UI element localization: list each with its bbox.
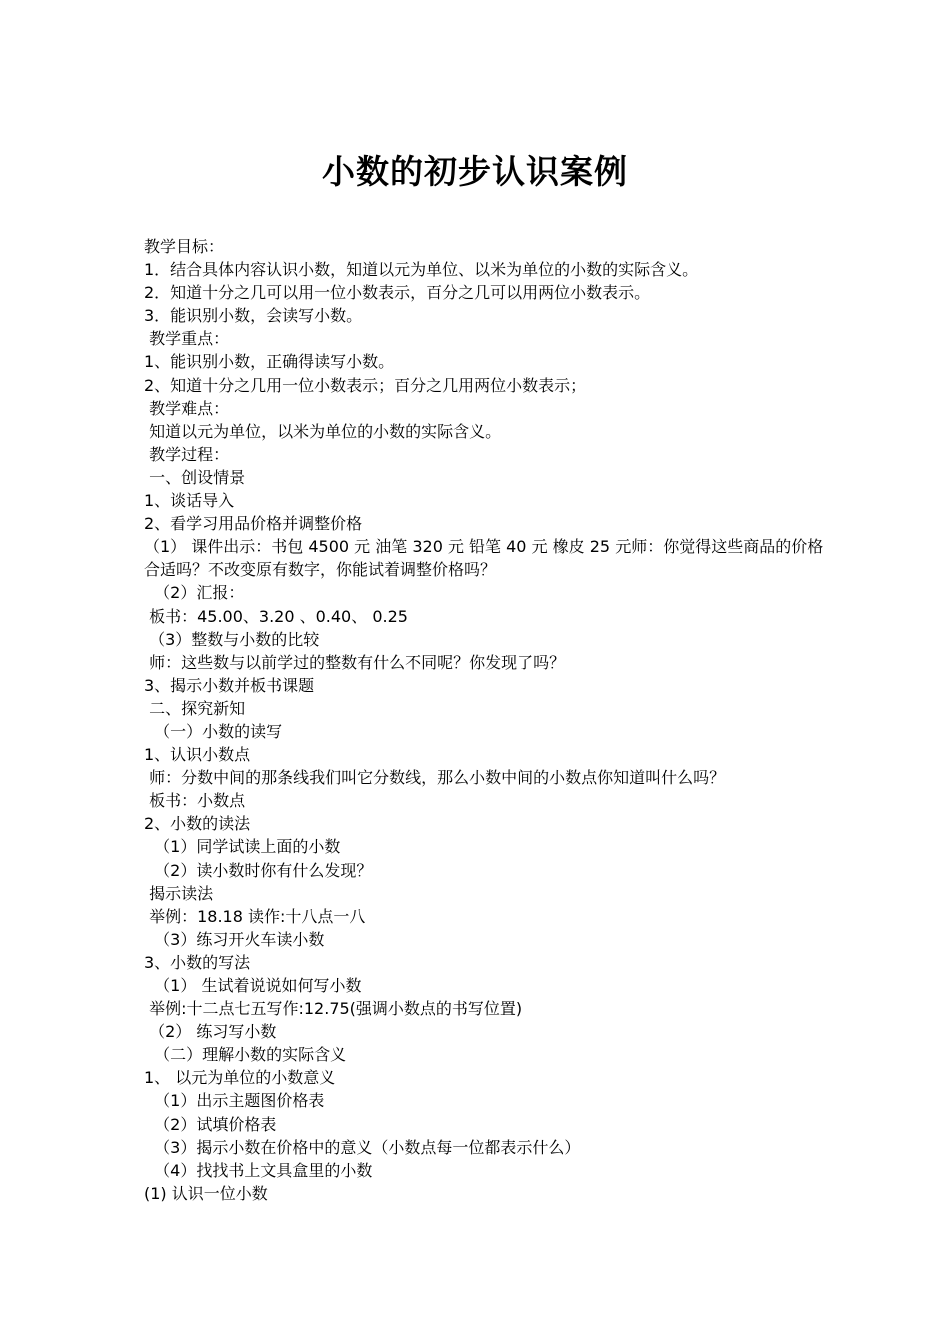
- text-line: （3）揭示小数在价格中的意义（小数点每一位都表示什么）: [144, 1137, 581, 1157]
- text-line: 举例:十二点七五写作:12.75(强调小数点的书写位置): [144, 999, 523, 1019]
- text-line: 揭示读法: [144, 883, 214, 903]
- text-line: 1、 以元为单位的小数意义: [144, 1068, 336, 1088]
- document-title: 小数的初步认识案例: [322, 152, 628, 191]
- text-line: （1） 课件出示：书包 4500 元 油笔 320 元 铅笔 40 元 橡皮 25 元师：你觉得这些商品的价格合适吗？不改变原有数字，你能试着调整价格吗？: [144, 537, 824, 580]
- text-line: 一、创设情景: [144, 467, 246, 487]
- text-line: 3、揭示小数并板书课题: [144, 675, 315, 695]
- text-line: （1）出示主题图价格表: [144, 1091, 325, 1111]
- text-line: 教学过程：: [144, 444, 230, 464]
- text-line: 2、小数的读法: [144, 814, 251, 834]
- text-line: 知道以元为单位，以米为单位的小数的实际含义。: [144, 421, 502, 441]
- text-line: 3、小数的写法: [144, 952, 251, 972]
- text-line: 2、看学习用品价格并调整价格: [144, 514, 363, 534]
- text-line: 板书：45.00、3.20 、0.40、 0.25: [144, 606, 408, 626]
- text-line: 教学目标：: [144, 237, 225, 256]
- text-line: 板书：小数点: [144, 791, 246, 811]
- text-line: （二）理解小数的实际含义: [144, 1045, 347, 1065]
- text-line: （2）读小数时你有什么发现？: [144, 860, 373, 880]
- text-line: 二、探究新知: [144, 698, 246, 718]
- text-line: 1、认识小数点: [144, 745, 251, 765]
- text-line: 教学难点：: [144, 398, 230, 418]
- text-line: （4）找找书上文具盒里的小数: [144, 1160, 373, 1180]
- text-line: 1、谈话导入: [144, 491, 235, 511]
- text-line: （2）汇报：: [144, 583, 245, 603]
- text-line: 师：这些数与以前学过的整数有什么不同呢？你发现了吗？: [144, 652, 566, 672]
- text-line: (1) 认识一位小数: [144, 1183, 268, 1203]
- text-line: 举例：18.18 读作:十八点一八: [144, 906, 366, 926]
- text-line: 师：分数中间的那条线我们叫它分数线，那么小数中间的小数点你知道叫什么吗？: [144, 768, 726, 788]
- text-line: （2） 练习写小数: [144, 1022, 277, 1042]
- text-line: 3．能识别小数，会读写小数。: [144, 306, 363, 326]
- text-line: 1．结合具体内容认识小数，知道以元为单位、以米为单位的小数的实际含义。: [144, 260, 699, 280]
- text-line: 1、能识别小数，正确得读写小数。: [144, 352, 395, 372]
- text-line: （3）整数与小数的比较: [144, 629, 320, 649]
- text-line: 2．知道十分之几可以用一位小数表示，百分之几可以用两位小数表示。: [144, 283, 651, 303]
- text-line: （3）练习开火车读小数: [144, 929, 325, 949]
- text-line: 2、知道十分之几用一位小数表示；百分之几用两位小数表示；: [144, 375, 587, 395]
- text-line: （1） 生试着说说如何写小数: [144, 976, 362, 995]
- text-line: （一）小数的读写: [144, 721, 283, 741]
- text-line: （1）同学试读上面的小数: [144, 837, 341, 857]
- document-body: [144, 235, 824, 1205]
- text-line: （2）试填价格表: [144, 1114, 277, 1134]
- text-line: 教学重点：: [144, 329, 230, 349]
